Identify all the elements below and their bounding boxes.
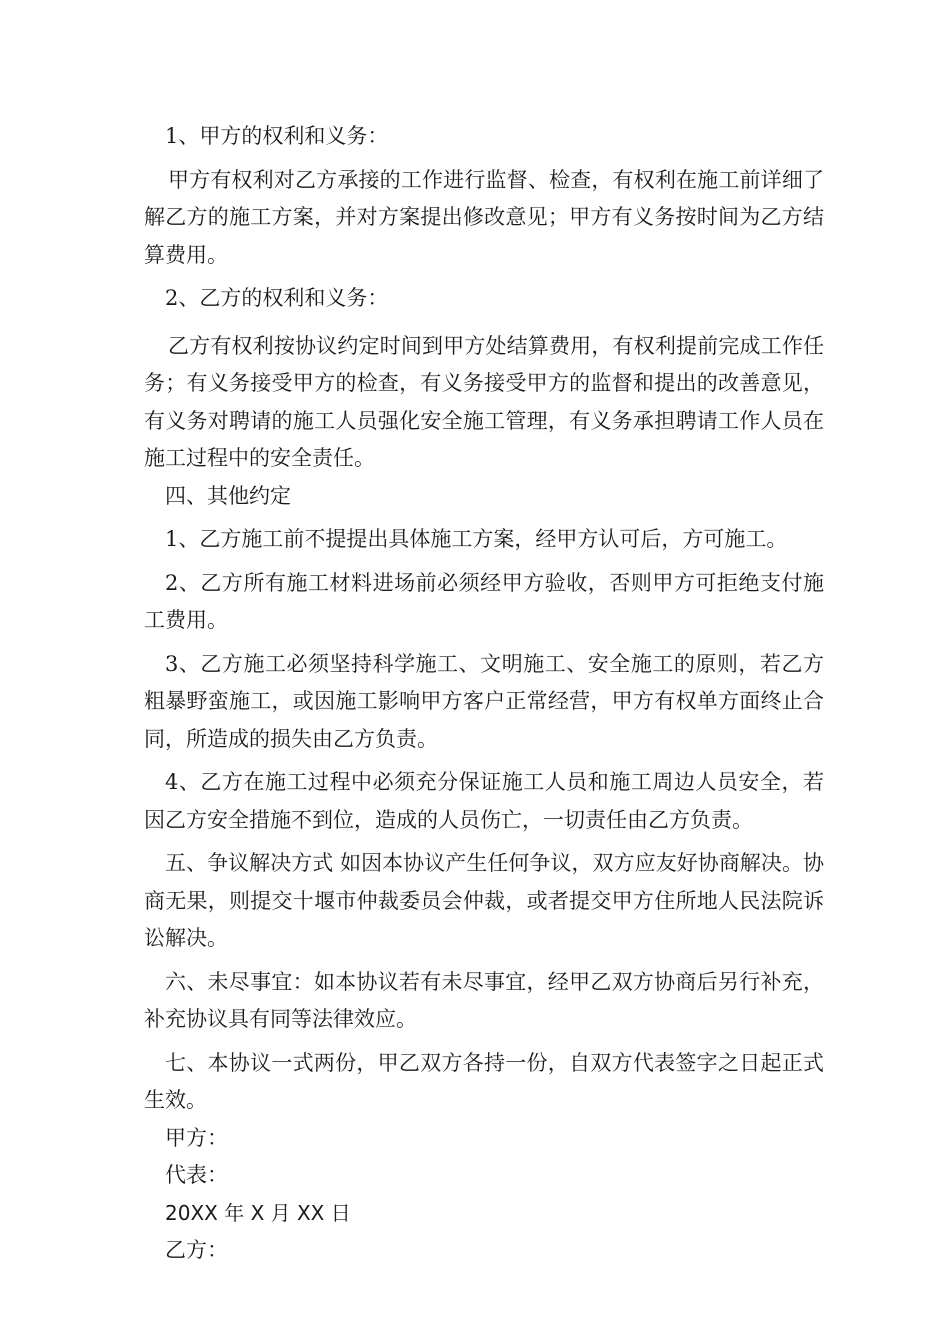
document-body: [144, 118, 824, 1270]
paragraph-party-b-rights-heading: 2、乙方的权利和义务：: [165, 286, 389, 310]
paragraph-party-b-rights: 乙方有权利按协议约定时间到甲方处结算费用，有权利提前完成工作任务；有义务接受甲方的检查，有义务接受甲方的监督和提出的改善意见，有义务对聘请的施工人员强化安全施工管理，有义务承担聘请工作人员在施工过程中的安全责任。: [144, 333, 824, 470]
paragraph-other-term-1: 1、乙方施工前不提提出具体施工方案，经甲方认可后，方可施工。: [165, 527, 788, 551]
paragraph-dispute-resolution: 五、争议解决方式 如因本协议产生任何争议，双方应友好协商解决。协商无果，则提交十堰市仲裁委员会仲裁，或者提交甲方住所地人民法院诉讼解决。: [144, 851, 824, 950]
paragraph-unfinished-matters: 六、未尽事宜：如本协议若有未尽事宜，经甲乙双方协商后另行补充，补充协议具有同等法律效应。: [144, 969, 824, 1031]
signature-representative: 代表：: [165, 1163, 228, 1187]
signature-party-b: 乙方：: [165, 1238, 228, 1262]
paragraph-other-term-4: 4、乙方在施工过程中必须充分保证施工人员和施工周边人员安全，若因乙方安全措施不到位，造成的人员伤亡，一切责任由乙方负责。: [144, 770, 824, 832]
paragraph-other-term-2: 2、乙方所有施工材料进场前必须经甲方验收，否则甲方可拒绝支付施工费用。: [144, 570, 824, 632]
paragraph-other-term-3: 3、乙方施工必须坚持科学施工、文明施工、安全施工的原则，若乙方粗暴野蛮施工，或因施工影响甲方客户正常经营，甲方有权单方面终止合同，所造成的损失由乙方负责。: [144, 651, 824, 751]
paragraph-party-a-rights-heading: 1、甲方的权利和义务：: [165, 124, 389, 148]
paragraph-other-terms-heading: 四、其他约定: [165, 483, 291, 508]
signature-date: 20XX 年 X 月 XX 日: [165, 1200, 351, 1225]
signature-party-a: 甲方：: [165, 1125, 228, 1150]
paragraph-copies-effective: 七、本协议一式两份，甲乙双方各持一份，自双方代表签字之日起正式生效。: [144, 1050, 824, 1112]
paragraph-party-a-rights: 甲方有权利对乙方承接的工作进行监督、检查，有权利在施工前详细了解乙方的施工方案，并对方案提出修改意见；甲方有义务按时间为乙方结算费用。: [144, 167, 824, 267]
